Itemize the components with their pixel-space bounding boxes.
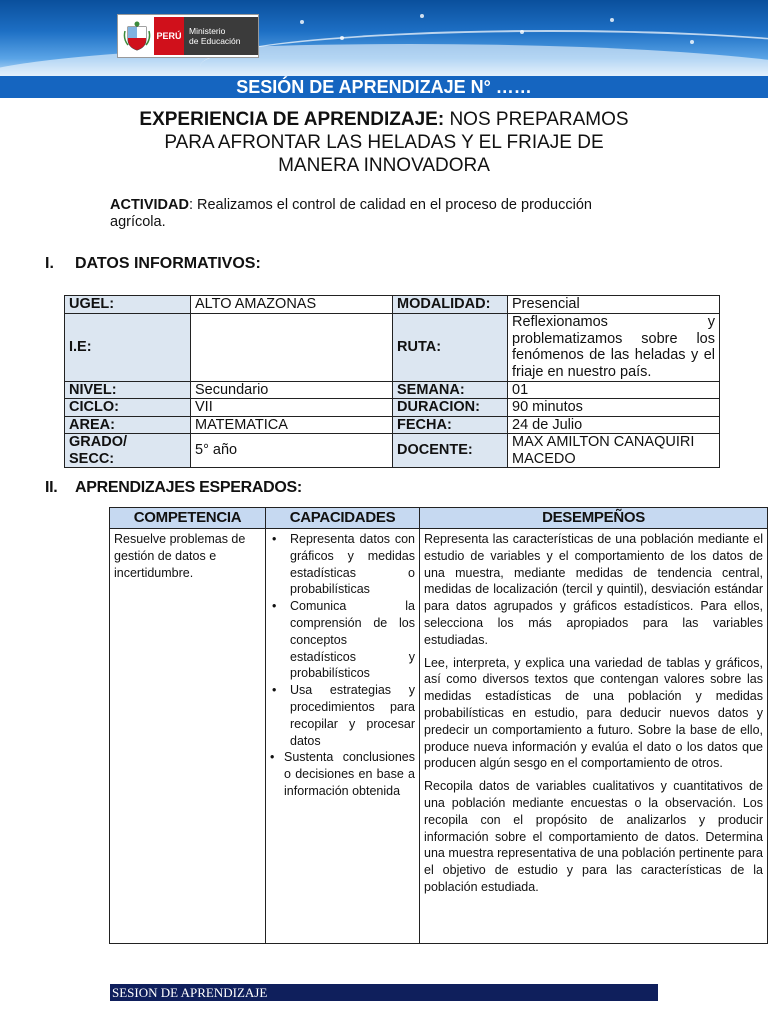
- docente-label: DOCENTE:: [393, 434, 508, 468]
- capacidad-text: Representa datos con gráficos y medidas estadísticas o probabilísticas: [290, 532, 415, 597]
- experience-text: PARA AFRONTAR LAS HELADAS Y EL FRIAJE DE: [164, 132, 604, 153]
- bullet-icon: •: [272, 532, 277, 546]
- learning-table: [109, 507, 768, 944]
- activity-label: ACTIVIDAD: [110, 197, 189, 213]
- section-title: DATOS INFORMATIVOS:: [75, 255, 261, 272]
- ugel-value: ALTO AMAZONAS: [191, 296, 393, 314]
- ciclo-value: VII: [191, 399, 393, 417]
- desempeno-paragraph: Lee, interpreta, y explica una variedad de tablas y gráficos, así como diversos textos que contengan valores sobre las medidas estadísticas de una población y medidas probabilísticas en estudio, para deducir nuevos datos y predecir un comportamiento a futuro. Sobre la base de ello, produce nueva información y evalúa el dato o los datos que producen algún sesgo en el comportamiento de otros.: [424, 655, 763, 771]
- list-item: [268, 531, 415, 598]
- list-item: [268, 749, 415, 799]
- area-label: AREA:: [65, 416, 191, 434]
- section-heading-2: [45, 479, 302, 497]
- banner-sparkle: [300, 20, 304, 24]
- footer-bar: SESION DE APRENDIZAJE: [110, 984, 658, 1001]
- grado-label: [65, 434, 191, 468]
- banner-sparkle: [520, 30, 524, 34]
- header-desempenos: DESEMPEÑOS: [420, 508, 768, 529]
- header-capacidades: CAPACIDADES: [266, 508, 420, 529]
- peru-label: PERÚ: [154, 17, 184, 55]
- activity-text: : Realizamos el control de calidad en el proceso de producción agrícola.: [110, 197, 592, 230]
- fecha-value: 24 de Julio: [508, 416, 720, 434]
- semana-label: SEMANA:: [393, 381, 508, 399]
- ciclo-label: CICLO:: [65, 399, 191, 417]
- section-number: I.: [45, 255, 54, 272]
- banner-sparkle: [690, 40, 694, 44]
- ugel-label: UGEL:: [65, 296, 191, 314]
- activity: [110, 197, 630, 231]
- capacidades-cell: [266, 529, 420, 944]
- list-item: [268, 598, 415, 682]
- competencia-cell: Resuelve problemas de gestión de datos e incertidumbre.: [110, 529, 266, 944]
- ruta-value: Reflexionamos y problematizamos sobre los fenómenos de las heladas y el friaje en nuestro país.: [508, 313, 720, 381]
- header-banner: [0, 0, 768, 78]
- modalidad-value: Presencial: [508, 296, 720, 314]
- banner-sparkle: [340, 36, 344, 40]
- section-number: II.: [45, 479, 58, 496]
- info-table: [64, 295, 720, 468]
- section-heading-1: [45, 255, 261, 273]
- minedu-logo: [117, 14, 259, 58]
- ie-value: [191, 313, 393, 381]
- session-title: SESIÓN DE APRENDIZAJE N° ……: [0, 76, 768, 98]
- banner-sparkle: [420, 14, 424, 18]
- grado-value: 5° año: [191, 434, 393, 468]
- bullet-icon: •: [270, 750, 275, 765]
- nivel-value: Secundario: [191, 381, 393, 399]
- nivel-label: NIVEL:: [65, 381, 191, 399]
- modalidad-label: MODALIDAD:: [393, 296, 508, 314]
- fecha-label: FECHA:: [393, 416, 508, 434]
- docente-value: MAX AMILTON CANAQUIRI MACEDO: [508, 434, 720, 468]
- ministry-line-2: de Educación: [189, 36, 241, 46]
- ie-label: I.E:: [65, 313, 191, 381]
- capacidad-text: Comunica la comprensión de los conceptos estadísticos y probabilísticos: [290, 599, 415, 681]
- semana-value: 01: [508, 381, 720, 399]
- ministry-line-1: Ministerio: [189, 26, 226, 36]
- duracion-value: 90 minutos: [508, 399, 720, 417]
- experience-text: MANERA INNOVADORA: [278, 155, 490, 176]
- list-item: [268, 682, 415, 749]
- experience-text: NOS PREPARAMOS: [444, 109, 629, 130]
- desempeno-paragraph: Representa las características de una población mediante el estudio de variables y el comportamiento de los datos de una muestra, mediante medidas de tendencia central, medidas de localización (tercil y quintil), desviación estándar para datos agrupados y gráficos estadísticos. Para ellos, selecciona los más apropiados para las variables estudiadas.: [424, 532, 763, 647]
- ruta-label: RUTA:: [393, 313, 508, 381]
- grado-label-line2: SECC:: [69, 450, 115, 467]
- banner-sparkle: [610, 18, 614, 22]
- capacidades-list: [268, 531, 415, 800]
- bullet-icon: •: [272, 599, 277, 614]
- desempeno-paragraph: Recopila datos de variables cualitativos y cuantitativos de una población mediante encuestas o la observación. Los recopila con el propósito de analizarlos y producir información sobre el comportamiento de datos. Determina una muestra representativa de una población pertinente para el objetivo de estudio y para las características de la población estudiada.: [424, 779, 763, 894]
- section-title: APRENDIZAJES ESPERADOS:: [75, 479, 302, 496]
- experience-title: [100, 108, 668, 177]
- duracion-label: DURACION:: [393, 399, 508, 417]
- capacidad-text: Sustenta conclusiones o decisiones en base a información obtenida: [284, 750, 415, 798]
- desempenos-cell: [420, 529, 768, 944]
- grado-label-line1: GRADO/: [69, 434, 127, 450]
- capacidad-text: Usa estrategias y procedimientos para recopilar y procesar datos: [290, 683, 415, 748]
- header-competencia: COMPETENCIA: [110, 508, 266, 529]
- coat-of-arms-icon: [122, 19, 152, 53]
- ministry-label: [184, 17, 258, 55]
- bullet-icon: •: [272, 683, 277, 698]
- area-value: MATEMATICA: [191, 416, 393, 434]
- experience-label: EXPERIENCIA DE APRENDIZAJE:: [139, 109, 445, 130]
